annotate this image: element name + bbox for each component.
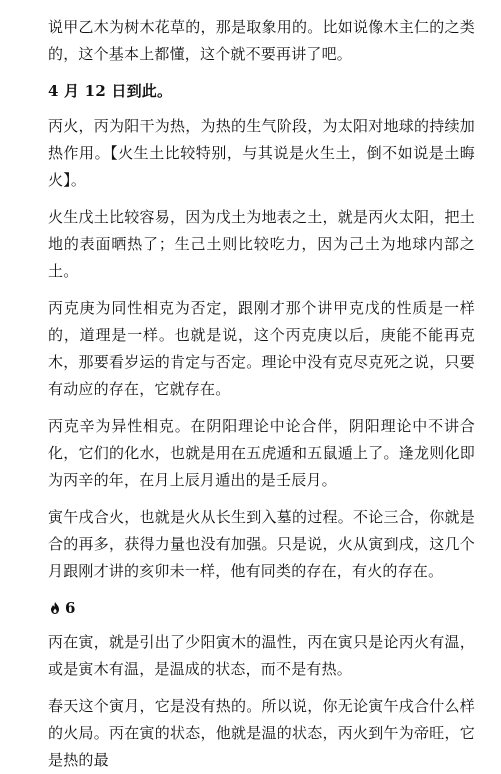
fire-icon xyxy=(48,601,62,615)
section-marker xyxy=(48,595,475,621)
paragraph-bing-fire: 丙火，丙为阳干为热，为热的生气阶段，为太阳对地球的持续加热作用。【火生土比较特别，与其说是火生土，倒不如说是土晦火】。 xyxy=(48,117,475,189)
paragraph-fire-earth: 火生戊土比较容易，因为戊土为地表之土，就是丙火太阳，把土地的表面晒热了；生己土则比较吃力，因为己土为地球内部之土。 xyxy=(48,208,475,280)
paragraph-bing-geng: 丙克庚为同性相克为否定，跟刚才那个讲甲克戊的性质是一样的，道理是一样。也就是说，这个丙克庚以后，庚能不能再克木，那要看岁运的肯定与否定。理论中没有克尽克死之说，只要有动应的存在，它就存在。 xyxy=(48,299,475,398)
date-note: 4 月 12 日到此。 xyxy=(48,82,173,100)
paragraph-bing-xin: 丙克辛为异性相克。在阴阳理论中论合伴，阴阳理论中不讲合化，它们的化水，也就是用在五虎遁和五鼠遁上了。逢龙则化即为丙辛的年，在月上辰月遁出的是壬辰月。 xyxy=(48,417,475,489)
paragraph-intro: 说甲乙木为树木花草的，那是取象用的。比如说像木主仁的之类的，这个基本上都懂，这个就不要再讲了吧。 xyxy=(48,18,475,63)
paragraph-fire-triad: 寅午戌合火，也就是火从长生到入墓的过程。不论三合，你就是合的再多，获得力量也没有加强。只是说，火从寅到戌，这几个月跟刚才讲的亥卯未一样，他有同类的存在，有火的存在。 xyxy=(48,508,475,580)
paragraph-bing-yin: 丙在寅，就是引出了少阳寅木的温性，丙在寅只是论丙火有温，或是寅木有温，是温成的状态，而不是有热。 xyxy=(48,633,475,678)
section-number: 6 xyxy=(65,599,76,617)
paragraph-spring-yin: 春天这个寅月，它是没有热的。所以说，你无论寅午戌合什么样的火局。丙在寅的状态，他就是温的状态，丙火到午为帝旺，它是热的最 xyxy=(48,697,475,769)
